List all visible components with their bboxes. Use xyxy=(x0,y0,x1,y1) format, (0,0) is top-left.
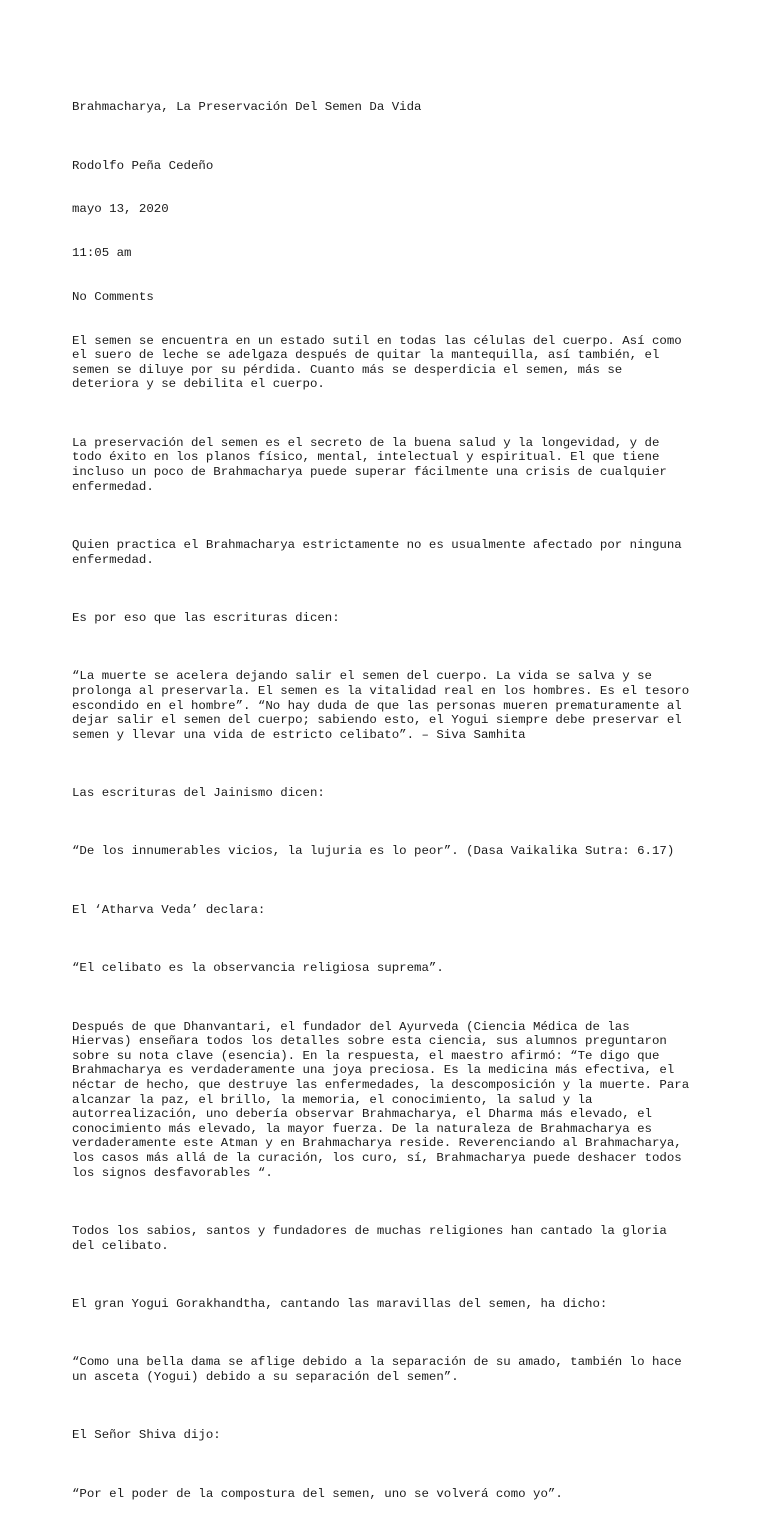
post-time: 11:05 am xyxy=(72,246,132,261)
paragraph-4: Es por eso que las escrituras dicen: xyxy=(72,610,340,625)
paragraph-1: El semen se encuentra en un estado sutil en todas las células del cuerpo. Así como el suero de leche se adelgaza después de quitar la mantequilla, así también, el semen se diluye por su pérdida. Cuanto más se desperdicia el semen, más se deteriora y se debilita el cuerpo. xyxy=(72,333,682,392)
quote-shiva: “Por el poder de la compostura del semen, uno se volverá como yo”. xyxy=(72,1486,563,1501)
paragraph-2: La preservación del semen es el secreto de la buena salud y la longevidad, y de todo éxito en los planos físico, mental, intelectual y espiritual. El que tiene incluso un poco de Brahmacharya puede superar fácilmente una crisis de cualquier enfermedad. xyxy=(72,435,667,494)
paragraph-14: El Señor Shiva dijo: xyxy=(72,1428,221,1443)
quote-siva-samhita: “La muerte se acelera dejando salir el semen del cuerpo. La vida se salva y se prolonga al preservarla. El semen es la vitalidad real en los hombres. Es el tesoro escondido en el hombre”. “No hay duda de que las personas mueren prematuramente al dejar salir el semen del cuerpo; sabiendo esto, el Yogui siempre debe preservar el semen y llevar una vida de estricto celibato”. – Siva Samhita xyxy=(72,669,690,742)
paragraph-6: Las escrituras del Jainismo dicen: xyxy=(72,786,325,801)
quote-dasa-vaikalika: “De los innumerables vicios, la lujuria es lo peor”. (Dasa Vaikalika Sutra: 6.17) xyxy=(72,844,675,859)
paragraph-dhanvantari: Después de que Dhanvantari, el fundador del Ayurveda (Ciencia Médica de las Hiervas) enseñara todos los detalles sobre esta ciencia, sus alumnos preguntaron sobre su nota clave (esencia). En la respuesta, el maestro afirmó: “Te digo que Brahmacharya es verdaderamente una joya preciosa. Es la medicina más efectiva, el néctar de hecho, que destruye las enfermedades, la descomposición y la muerte. Para alcanzar la paz, el brillo, la memoria, el conocimiento, la salud y la autorrealización, uno debería observar Brahmacharya, el Dharma más elevado, el conocimiento más elevado, la mayor fuerza. De la naturaleza de Brahmacharya es verdaderamente este Atman y en Brahmacharya reside. Reverenciando al Brahmacharya, los casos más allá de la curación, los curo, sí, Brahmacharya puede deshacer todos los signos desfavorables “. xyxy=(72,1019,690,1180)
quote-gorakhandtha: “Como una bella dama se aflige debido a la separación de su amado, también lo hace un asceta (Yogui) debido a su separación del semen”. xyxy=(72,1355,682,1384)
document-page xyxy=(72,71,696,1530)
quote-atharva-veda: “El celibato es la observancia religiosa suprema”. xyxy=(72,961,444,976)
paragraph-11: Todos los sabios, santos y fundadores de muchas religiones han cantado la gloria del celibato. xyxy=(72,1223,667,1253)
paragraph-12: El gran Yogui Gorakhandtha, cantando las maravillas del semen, ha dicho: xyxy=(72,1296,608,1311)
paragraph-3: Quien practica el Brahmacharya estrictamente no es usualmente afectado por ninguna enfermedad. xyxy=(72,538,682,567)
paragraph-8: El ‘Atharva Veda’ declara: xyxy=(72,902,266,917)
author-name: Rodolfo Peña Cedeño xyxy=(72,158,214,173)
comments-count: No Comments xyxy=(72,289,154,304)
post-date: mayo 13, 2020 xyxy=(72,202,169,217)
document-title: Brahmacharya, La Preservación Del Semen Da Vida xyxy=(72,100,422,115)
